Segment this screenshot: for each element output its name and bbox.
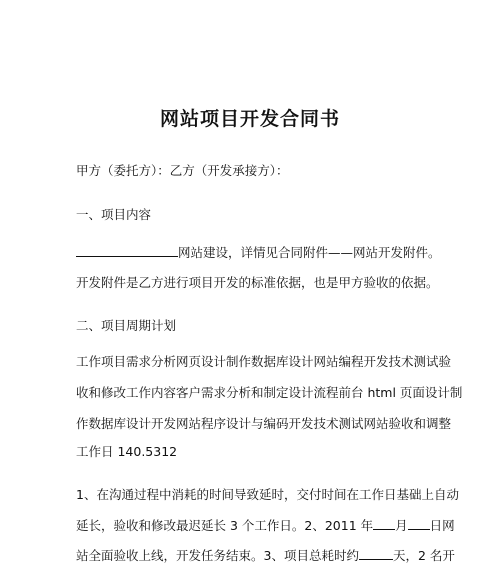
section2-para-line: 工作日 140.5312 [76, 444, 178, 459]
fill-in-blank [359, 547, 393, 560]
note-line1: 1、在沟通过程中消耗的时间导致延时，交付时间在工作日基础上自动 [76, 487, 459, 502]
parties-line: 甲方（委托方）：乙方（开发承接方）： [76, 163, 289, 178]
section2-para-line: 作数据库设计开发网站程序设计与编码开发技术测试网站验收和调整 [76, 416, 452, 431]
section2-heading: 二、项目周期计划 [76, 318, 177, 333]
note-line2-month: 月 [395, 518, 408, 533]
section1-line1-text: 网站建设，详情见合同附件——网站开发附件。 [178, 245, 441, 260]
document-title: 网站项目开发合同书 [159, 108, 340, 130]
note-line3-end: 天，2 名开 [392, 548, 455, 563]
section2-para-line: 工作项目需求分析网页设计制作数据库设计网站编程开发技术测试验 [76, 354, 452, 369]
section1-line2: 开发附件是乙方进行项目开发的标准依据，也是甲方验收的依据。 [76, 275, 439, 290]
section1-line1 [76, 244, 441, 261]
note-line2 [76, 517, 455, 534]
note-line2-end: 日网 [429, 518, 455, 533]
section1-heading: 一、项目内容 [76, 207, 152, 222]
fill-in-blank [373, 517, 395, 530]
note-line2-text: 延长，验收和修改最迟延长 3 个工作日。2、2011 年 [76, 518, 374, 533]
section2-para-line: 收和修改工作内容客户需求分析和制定设计流程前台 html 页面设计制 [76, 385, 463, 400]
note-line3 [76, 547, 455, 564]
fill-in-blank [76, 244, 178, 257]
note-line3-start: 站全面验收上线，开发任务结束。3、项目总耗时约 [76, 548, 359, 563]
fill-in-blank [408, 517, 430, 530]
